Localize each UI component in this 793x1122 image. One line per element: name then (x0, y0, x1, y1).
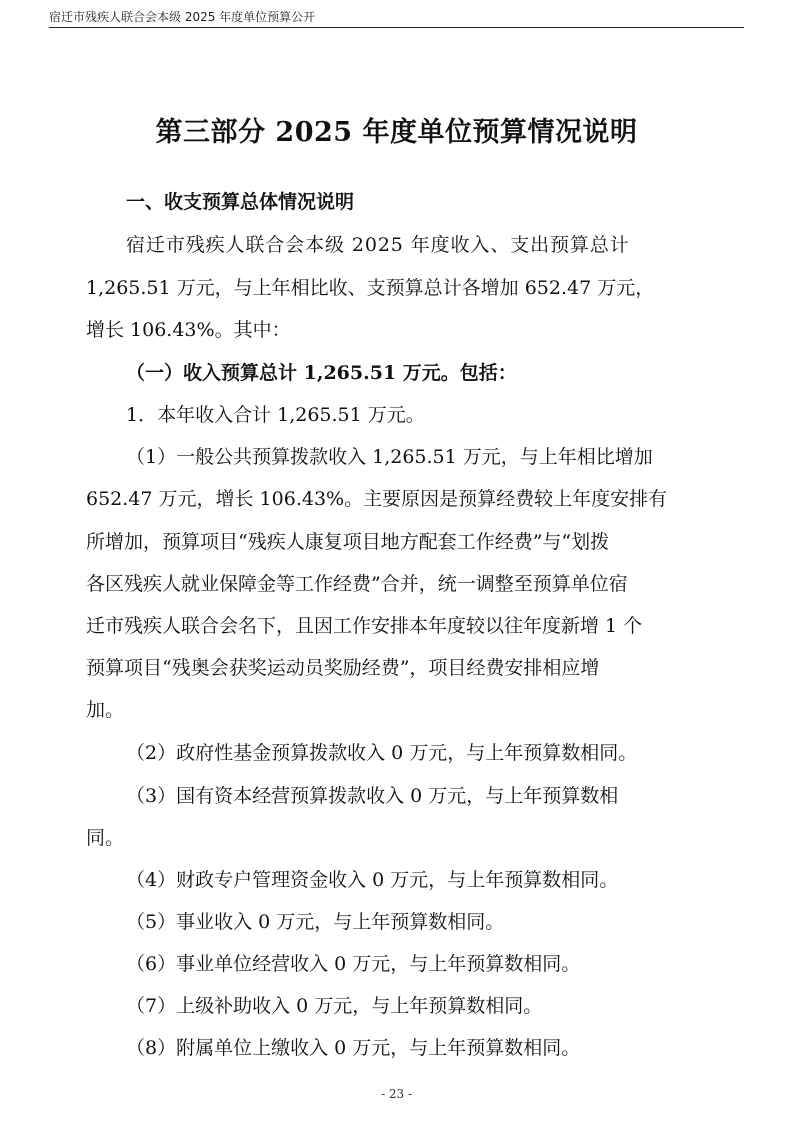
list-item: （5）事业收入 0 万元，与上年预算数相同。 (126, 911, 505, 933)
paragraph-line: 预算项目“残奥会获奖运动员奖励经费”，项目经费安排相应增 (86, 657, 600, 679)
paragraph-line: （3）国有资本经营预算拨款收入 0 万元，与上年预算数相 (126, 785, 619, 807)
paragraph-line: 同。 (86, 827, 125, 849)
paragraph-line: 宿迁市残疾人联合会本级 2025 年度收入、支出预算总计 (126, 234, 630, 256)
list-item: （4）财政专户管理资金收入 0 万元，与上年预算数相同。 (126, 869, 619, 891)
paragraph-line: 652.47 万元，增长 106.43%。主要原因是预算经费较上年度安排有 (86, 488, 668, 510)
list-item: （7）上级补助收入 0 万元，与上年预算数相同。 (126, 995, 543, 1017)
list-item: （6）事业单位经营收入 0 万元，与上年预算数相同。 (126, 953, 581, 975)
page-title: 第三部分 2025 年度单位预算情况说明 (155, 117, 638, 148)
list-item: （2）政府性基金预算拨款收入 0 万元，与上年预算数相同。 (126, 742, 638, 764)
list-item: 1．本年收入合计 1,265.51 万元。 (126, 404, 425, 426)
paragraph-line: （1）一般公共预算拨款收入 1,265.51 万元，与上年相比增加 (126, 446, 653, 468)
paragraph-line: 迁市残疾人联合会名下，且因工作安排本年度较以往年度新增 1 个 (86, 615, 643, 637)
paragraph-line: 所增加，预算项目“残疾人康复项目地方配套工作经费”与“划拨 (86, 531, 610, 553)
paragraph-line: 1,265.51 万元，与上年相比收、支预算总计各增加 652.47 万元， (86, 277, 655, 299)
paragraph-line: 增长 106.43%。其中： (86, 319, 291, 341)
paragraph-line: 加。 (86, 699, 125, 721)
list-item: （8）附属单位上缴收入 0 万元，与上年预算数相同。 (126, 1037, 581, 1059)
section-heading: 一、收支预算总体情况说明 (126, 191, 355, 213)
paragraph-line: 各区残疾人就业保障金等工作经费”合并，统一调整至预算单位宿 (86, 573, 628, 595)
page-number: - 23 - (380, 1087, 412, 1101)
running-title: 宿迁市残疾人联合会本级 2025 年度单位预算公开 (49, 10, 316, 24)
page-header (49, 6, 744, 28)
subsection-heading: （一）收入预算总计 1,265.51 万元。包括： (126, 362, 517, 384)
